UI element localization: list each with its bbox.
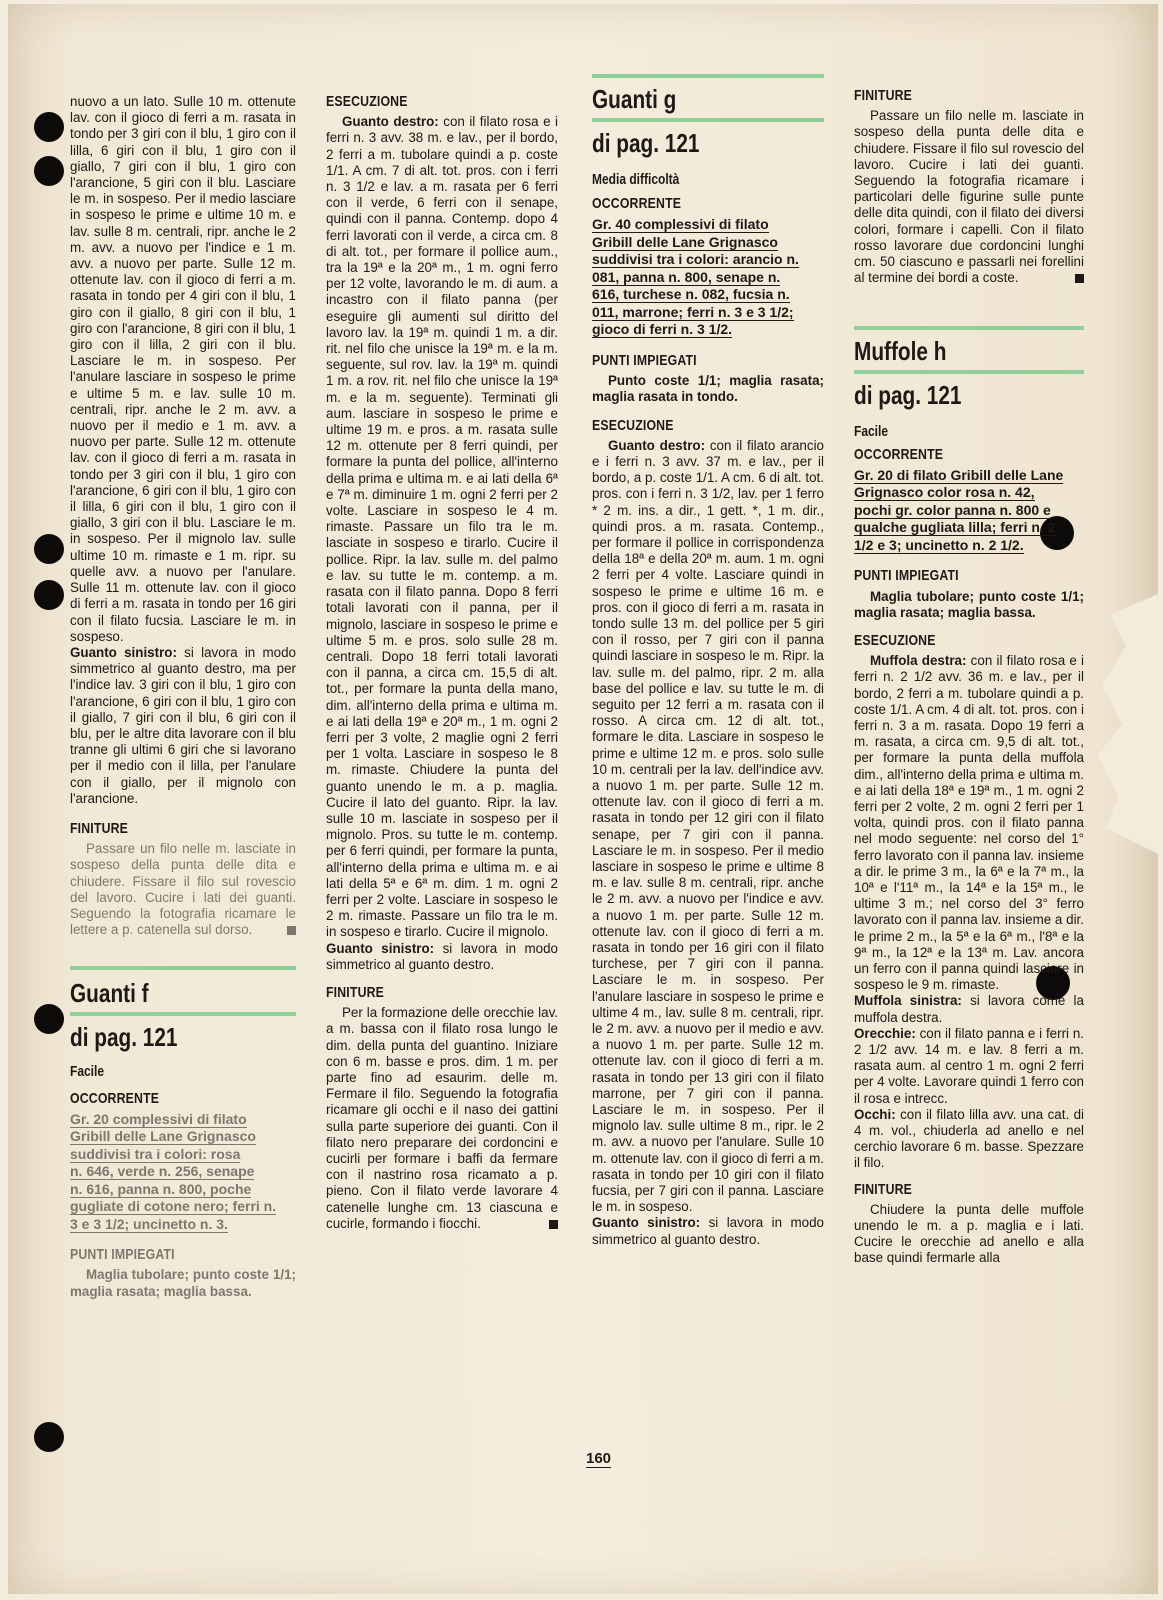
section-heading: ESECUZIONE	[592, 416, 674, 434]
paragraph	[854, 108, 1084, 286]
materials-line: pochi gr. color panna n. 800 e	[854, 501, 1051, 518]
binder-hole	[34, 112, 64, 142]
paragraph	[592, 1215, 824, 1247]
binder-hole	[34, 580, 64, 610]
section-heading: FINITURE	[854, 87, 913, 104]
paragraph-body: con il filato panna e i ferri n. 2 1/2 avv. 14 m. e lav. 8 ferri a m. rasata aum. al centro 1 m. ogni 2 ferri per 4 volte. Lavorare quindi 1 ferro con il rosa e intrecc.	[854, 1025, 1085, 1106]
paragraph-lead: Muffola destra:	[870, 653, 967, 669]
section-heading: OCCORRENTE	[70, 1089, 160, 1107]
materials-line: gioco di ferri n. 3 1/2.	[592, 321, 733, 338]
paragraph-body: Passare un filo nelle m. lasciate in sospeso della punta delle dita e chiudere. Fissare il filo sul rovescio del lavoro. Cucire i lati dei guanti. Seguendo la fotografia ricamare le lettere a p. catenella sul dorso.	[70, 841, 296, 938]
torn-edge	[1078, 594, 1158, 854]
materials-list	[854, 467, 1084, 555]
magazine-page	[8, 4, 1158, 1594]
difficulty-level: Facile	[854, 423, 889, 441]
paragraph	[854, 1107, 1084, 1172]
binder-hole	[34, 156, 64, 186]
materials-line: Gr. 20 complessivi di filato	[70, 1110, 247, 1127]
section-heading: PUNTI IMPIEGATI	[70, 1246, 175, 1264]
paragraph: Maglia tubolare; punto coste 1/1; maglia rasata; maglia bassa.	[854, 588, 1084, 620]
article-title: Guanti f	[70, 978, 149, 1009]
materials-line: n. 646, verde n. 256, senape	[70, 1163, 255, 1180]
paragraph-lead: Guanto destro:	[342, 114, 439, 130]
paragraph	[854, 1026, 1084, 1107]
materials-line: suddivisi tra i colori: rosa	[70, 1145, 241, 1162]
paragraph-body: si lavora in modo simmetrico al guanto destro.	[592, 1215, 824, 1247]
section-heading: OCCORRENTE	[592, 195, 682, 213]
paragraph-body: si lavora in modo simmetrico al guanto destro.	[326, 940, 558, 972]
article-title: Guanti g	[592, 84, 677, 114]
materials-line: qualche gugliata lilla; ferri n. 2	[854, 519, 1056, 536]
paragraph	[326, 114, 558, 940]
difficulty-level: Facile	[70, 1063, 105, 1081]
section-heading: FINITURE	[70, 819, 129, 837]
binder-hole	[34, 1422, 64, 1452]
materials-line: 3 e 3 1/2; uncinetto n. 3.	[70, 1215, 228, 1232]
paragraph-body: con il filato arancio e i ferri n. 3 avv. 37 m. e lav., per il bordo, a p. coste 1/1. A cm. 6 di alt. tot. pros. con i ferri n. 3 1/2, lav. per 1 ferro * 2 m. ins. a dir., 1 gett. *, 1 m. dir., quindi pros. a m. rasata. Contemp., per formare il pollice in corrispondenza della 18ª e della 20ª m. aum. 1 m. ogni 2 ferri per 4 volte. Lasciare quindi in sospeso le prime e ultime 16 m. e pros. con il gioco di ferri a m. rasata in tondo sulle 13 m. del pollice per 5 giri con il rosso, per 7 giri con il panna quindi lasciare in sospeso le m. Ripr. la lav. sulle m. del palmo, ripr. 2 m. alla base del pollice e lav. su tutte le m. di seguito per 12 ferri a m. rasata con il rosso. A circa cm. 12 di alt. tot., formare le dita. Lasciare in sospeso le prime e ultime 12 m. e pros. solo sulle 10 m. centrali per la lav. dell'indice avv. a nuovo 1 m. per parte. Sulle 12 m. ottenute lav. con il gioco di ferri a m. rasata in tondo per 12 giri con il filato senape, per 7 giri con il panna. Lasciare le m. in sospeso. Per il medio lasciare in sospeso le prime e ultime 8 m. e lav. sulle 8 m. centrali, ripr. anche le 2 m. avv. a nuovo per l'indice e avv. a nuovo 1 m. per parte. Sulle 12 m. ottenute lav. con il gioco di ferri a m. rasata in tondo per 16 giri con il filato turchese, per 7 giri con il panna. Lasciare le m. in sospeso. Per l'anulare lasciare in sospeso le prime e ultime 4 m., lav. sulle 8 m. centrali, ripr. le 2 m. avv. a nuovo per il medio e avv. a nuovo 1 m. per parte. Sulle 12 m. ottenute lav. con il gioco di ferri a m. rasata in tondo per 13 giri con il filato marrone, per 7 giri con il panna. Lasciare le m. in sospeso. Per il mignolo lav. sulle ultime 8 m., ripr. le 2 m. avv. a nuovo per l'anulare. Sulle 10 m. ottenute lav. con il gioco di ferri a m. rasata in tondo per 10 giri con il filato fucsia, per 7 giri con il panna. Lasciare le m. in sospeso.	[592, 437, 824, 1215]
materials-line: gugliate di cotone nero; ferri n.	[70, 1198, 277, 1215]
article-title: Muffole h	[854, 336, 947, 367]
materials-line: 616, turchese n. 082, fucsia n.	[592, 286, 790, 303]
column-2	[326, 94, 558, 1232]
page-number: 160	[586, 1450, 612, 1467]
section-heading: ESECUZIONE	[326, 93, 408, 110]
paragraph-lead: Muffola sinistra:	[854, 993, 962, 1009]
column-1	[70, 94, 296, 1300]
paragraph	[854, 993, 1084, 1025]
title-rule	[854, 326, 1084, 330]
paragraph	[592, 438, 824, 1216]
section-heading: FINITURE	[854, 1180, 913, 1198]
section-heading: ESECUZIONE	[854, 631, 936, 649]
paragraph-lead: Guanto destro:	[608, 437, 706, 453]
section-heading: FINITURE	[326, 983, 385, 1001]
section-heading: OCCORRENTE	[854, 445, 944, 463]
title-rule	[592, 74, 824, 78]
article-subtitle: di pag. 121	[854, 380, 962, 411]
materials-line: suddivisi tra i colori: arancio n.	[592, 251, 799, 268]
title-rule	[854, 370, 1084, 374]
materials-line: Gribill delle Lane Grignasco	[592, 233, 778, 250]
column-3	[592, 74, 824, 1248]
section-heading: PUNTI IMPIEGATI	[854, 567, 959, 585]
paragraph-body: si lavora come la muffola destra.	[854, 993, 1084, 1025]
paragraph: Maglia tubolare; punto coste 1/1; maglia rasata; maglia bassa.	[70, 1267, 296, 1299]
paragraph: Punto coste 1/1; maglia rasata; maglia rasata in tondo.	[592, 373, 824, 405]
paragraph-lead: Guanto sinistro:	[326, 940, 435, 956]
paragraph: Chiudere la punta delle muffole unendo le m. a p. maglia e i lati. Cucire le orecchie ad anello e alla base quindi fermarle alla	[854, 1201, 1084, 1266]
end-mark	[1075, 274, 1084, 283]
end-mark	[549, 1220, 558, 1229]
materials-line: Grignasco color rosa n. 42,	[854, 484, 1035, 501]
column-4	[854, 88, 1084, 1267]
paragraph	[854, 653, 1084, 993]
binder-hole	[34, 1004, 64, 1034]
end-mark	[287, 926, 296, 935]
difficulty-level: Media difficoltà	[592, 171, 680, 188]
paragraph-body: Passare un filo nelle m. lasciate in sospeso della punta delle dita e chiudere. Fissare il filo sul rovescio del lavoro. Cucire i lati dei guanti. Seguendo la fotografia ricamare i particolari delle figurine sulle punte delle dita quindi, con il filato dei diversi colori, formare i capelli. Con il filato rosso lavorare due cordoncini lunghi cm. 50 ciascuno e passarli nei forellini al termine dei bordi a coste.	[854, 108, 1084, 286]
title-rule	[70, 966, 296, 970]
article-subtitle: di pag. 121	[592, 128, 700, 158]
paragraph-lead: Guanto sinistro:	[592, 1215, 701, 1231]
paragraph-lead: Orecchie:	[854, 1025, 916, 1041]
materials-line: Gr. 40 complessivi di filato	[592, 216, 769, 233]
materials-line: n. 616, panna n. 800, poche	[70, 1180, 252, 1197]
materials-list	[592, 216, 824, 339]
paragraph-lead: Occhi:	[854, 1106, 896, 1122]
paragraph-body: Per la formazione delle orecchie lav. a m. bassa con il filato rosa lungo le dim. della punta del guantino. Iniziare con 6 m. basse e pros. dim. 1 m. per parte fino ad esaurim. delle m. Fermare il filo. Seguendo la fotografia ricamare gli occhi e il naso dei gattini sulla parte superiore dei guanti. Con il filato nero preparare dei cordoncini e cucirli per formare i baffi da fermare con il nastrino rosa ricamato a p. pieno. Con il filato verde lavorare 4 catenelle lunghe cm. 13 ciascuna e cucirle, formando i fiocchi.	[326, 1005, 558, 1231]
paragraph	[326, 941, 558, 973]
paragraph-lead: Guanto sinistro:	[70, 644, 177, 660]
materials-list	[70, 1111, 296, 1234]
materials-line: 081, panna n. 800, senape n.	[592, 268, 781, 285]
binder-hole	[34, 534, 64, 564]
paragraph-body: con il filato rosa e i ferri n. 3 avv. 38 m. e lav., per il bordo, 2 ferri a m. tubolare quindi a p. coste 1/1. A cm. 7 di alt. tot. pros. con i ferri n. 3 1/2 e lav. a m. rasata per 6 ferri con il verde, 6 ferri con il senape, quindi con il panna. Contemp. dopo 4 ferri lavorati con il verde, a circa cm. 8 di alt. tot., per formare il pollice aum., tra la 19ª e la 20ª m., 1 m. ogni ferro per 12 volte, lavorando le m. di aum. a incastro con il filato panna (per eseguire gli aumenti sul diritto del lavoro lav. la 19ª m. quindi 1 m. a dir. rit. nel filo che unisce la 19ª m. e la m. seguente, sul rov. lav. la 19ª m. quindi 1 m. a rov. rit. nel filo che unisce la 19ª m. e la m. seguente). Terminati gli aum. lasciare in sospeso le prime e ultime 19 m. e pros. a m. rasata sulle 12 m. ottenute per 8 ferri quindi, per formare la punta del pollice, all'interno della prima e ultima m. e ai lati della 6ª e 7ª m. diminuire 1 m. ogni 2 ferri per 2 volte. Lasciare in sospeso le 4 m. rimaste. Passare un filo tra le m. lasciate in sospeso e tirarlo. Cucire il pollice. Ripr. la lav. sulle m. del palmo e lav. su tutte le m. contemp. a m. rasata con il filato panna. Dopo 8 ferri totali lavorati con il panna, per il mignolo, lasciare in sospeso le prime e ultime 5 m. e pros. solo sulle 28 m. centrali. Dopo 18 ferri totali lavorati con il panna, a circa cm. 15,5 di alt. tot., per formare la punta della mano, dim. all'interno della prima e ultima m. e ai lati della 19ª e 20ª m., 1 m. ogni 2 ferri per 3 volte, 2 maglie ogni 2 ferri per 1 volta. Lasciare in sospeso le 8 m. rimaste. Chiudere la punta del guanto unendo le m. a p. maglia. Cucire il lato del guanto. Ripr. la lav. sulle 10 m. lasciate in sospeso per il mignolo. Pros. su tutte le m. contemp. per 6 ferri quindi, per formare la punta, all'interno della prima e ultima m. e ai lati della 5ª e 6ª m. dim. 1 m. ogni 2 ferri per 2 volte. Lasciare in sospeso le 2 m. rimaste. Passare un filo tra le m. in sospeso e tirarlo. Cucire il mignolo.	[326, 114, 559, 940]
paragraph-body: con il filato rosa e i ferri n. 2 1/2 avv. 36 m. e lav., per il bordo, 2 ferri a m. tubolare quindi a p. coste 1/1. A cm. 4 di alt. tot. pros. con i ferri n. 3 a m. rasata. Dopo 19 ferri a m. rasata, a circa cm. 9,5 di alt. tot., per formare la punta della muffola dim., all'interno della prima e ultima m. e ai lati della 18ª e 19ª m., 1 m. ogni 2 ferri per 2 volte, 2 m. ogni 2 ferri per 1 volta, quindi pros. con il filato panna nel modo seguente: nel corso del 1° ferro lavorato con il panna lav. insieme a dir. le prime 3 m., la 6ª e la 7ª m., la 10ª e l'11ª m., la 14ª e la 15ª m., le ultime 3 m.; nel corso del 3° ferro lavorato con il panna lav. insieme a dir. le prime 2 m., la 5ª e la 6ª m., l'8ª e la 9ª m., la 12ª e la 13ª m. Lav. ancora un ferro con il panna quindi lasciare in sospeso le 9 m. rimaste.	[854, 653, 1084, 993]
materials-line: Gribill delle Lane Grignasco	[70, 1128, 256, 1145]
paragraph	[70, 645, 296, 807]
title-rule	[592, 118, 824, 122]
title-rule	[70, 1012, 296, 1016]
materials-line: 011, marrone; ferri n. 3 e 3 1/2;	[592, 303, 794, 320]
materials-line: 1/2 e 3; uncinetto n. 2 1/2.	[854, 536, 1024, 553]
paragraph	[70, 841, 296, 938]
section-heading: PUNTI IMPIEGATI	[592, 351, 697, 369]
paragraph: nuovo a un lato. Sulle 10 m. ottenute lav. con il gioco di ferri a m. rasata in tondo per 3 giri con il blu, 1 giro con il lilla, 6 giri con il blu, 1 giro con il giallo, 7 giri con il blu, 1 giro con l'arancione, 5 giri con il blu. Lasciare le m. in sospeso. Per il medio lasciare in sospeso le prime e ultime 10 m. e lav. sulle 8 m. centrali, ripr. anche le 2 m. avv. a nuovo per l'indice e 1 m. avv. a nuovo per parte. Sulle 12 m. ottenute lav. con il gioco di ferri a m. rasata in tondo per 4 giri con il blu, 1 giro con il giallo, 8 giri con il blu, 1 giro con l'arancione, 8 giri con il blu, 1 giro con il lilla, 2 giri con il blu. Lasciare le m. in sospeso. Per l'anulare lasciare in sospeso le prime e ultime 5 m. e lav. sulle 10 m. centrali, ripr. anche le 2 m. avv. a nuovo per il medio e 1 m. avv. a nuovo per parte. Sulle 12 m. ottenute lav. con il gioco di ferri a m. rasata in tondo per 3 giri con il blu, 1 giro con l'arancione, 6 giri con il blu, 1 giro con il lilla, 6 giri con il blu, 1 giro con il giallo, 3 giri con il blu. Lasciare le m. in sospeso. Per il mignolo lav. sulle ultime 10 m. rimaste e 1 m. ripr. su quelle avv. a nuovo per l'anulare. Sulle 11 m. ottenute lav. con il gioco di ferri a m. rasata in tondo per 16 giri con il filato fucsia. Lasciare le m. in sospeso.	[70, 94, 296, 644]
materials-line: Gr. 20 di filato Gribill delle Lane	[854, 466, 1064, 483]
paragraph-body: si lavora in modo simmetrico al guanto destro, ma per l'indice lav. 3 giri con il blu, 1 giro con l'arancione, 6 giri con il blu, 1 giro con il giallo, 7 giri con il blu, 6 giri con il blu, per le altre dita lavorare con il blu tranne gli ultimi 6 giri che si lavorano per il medio con il lilla, per l'anulare con il giallo, per il mignolo con l'arancione.	[70, 644, 296, 806]
article-subtitle: di pag. 121	[70, 1022, 178, 1053]
paragraph	[326, 1005, 558, 1232]
paragraph-body: con il filato lilla avv. una cat. di 4 m. vol., chiuderla ad anello e nel cerchio lavorare 6 m. basse. Spezzare il filo.	[854, 1106, 1084, 1171]
